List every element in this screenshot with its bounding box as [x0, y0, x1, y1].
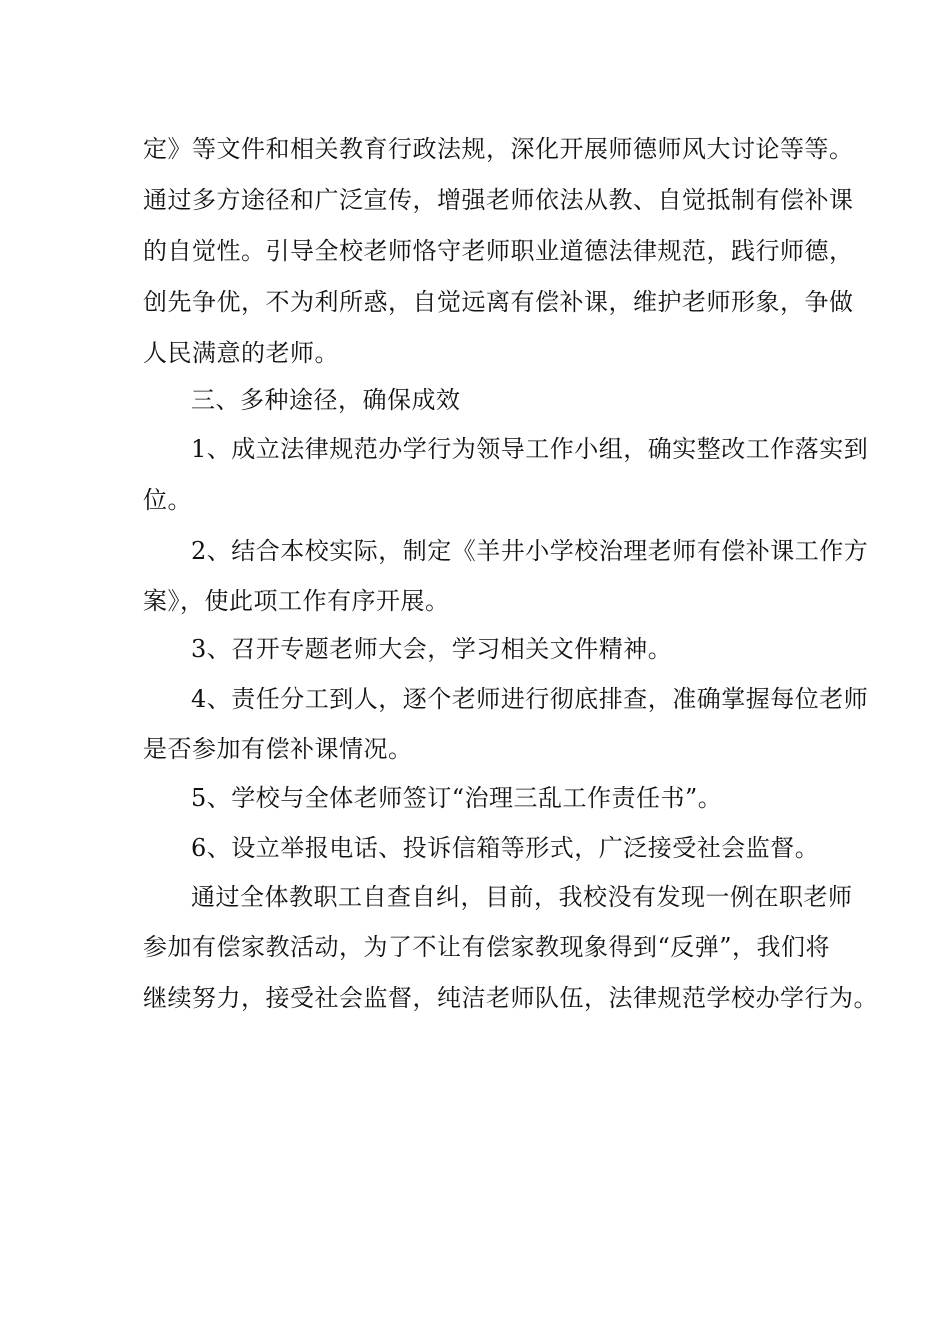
body-text-line: 是否参加有偿补课情况。	[143, 735, 413, 763]
body-text-line: 案》，使此项工作有序开展。	[143, 587, 450, 615]
list-item-5: 5、学校与全体老师签订“治理三乱工作责任书”。	[191, 784, 723, 812]
list-item-6: 6、设立举报电话、投诉信箱等形式，广泛接受社会监督。	[191, 834, 820, 862]
body-text-line: 创先争优，不为利所惑，自觉远离有偿补课，维护老师形象，争做	[143, 288, 854, 316]
list-item-4: 4、责任分工到人，逐个老师进行彻底排查，准确掌握每位老师	[191, 685, 869, 713]
body-text-line: 通过多方途径和广泛宣传，增强老师依法从教、自觉抵制有偿补课	[143, 186, 854, 214]
list-item-2: 2、结合本校实际，制定《羊井小学校治理老师有偿补课工作方	[191, 537, 869, 565]
body-text-line: 的自觉性。引导全校老师恪守老师职业道德法律规范，践行师德，	[143, 237, 854, 265]
list-item-1: 1、成立法律规范办学行为领导工作小组，确实整改工作落实到	[191, 435, 869, 463]
body-text-line: 定》等文件和相关教育行政法规，深化开展师德师风大讨论等等。	[143, 135, 854, 163]
body-text-line: 人民满意的老师。	[143, 339, 339, 367]
body-text-line: 位。	[143, 486, 192, 514]
conclusion-paragraph-line: 通过全体教职工自查自纠，目前，我校没有发现一例在职老师	[191, 883, 853, 911]
section-heading: 三、多种途径，确保成效	[191, 386, 461, 414]
conclusion-paragraph-line: 继续努力，接受社会监督，纯洁老师队伍，法律规范学校办学行为。	[143, 984, 878, 1012]
conclusion-paragraph-line: 参加有偿家教活动，为了不让有偿家教现象得到“反弹”，我们将	[143, 933, 831, 961]
list-item-3: 3、召开专题老师大会，学习相关文件精神。	[191, 635, 673, 663]
